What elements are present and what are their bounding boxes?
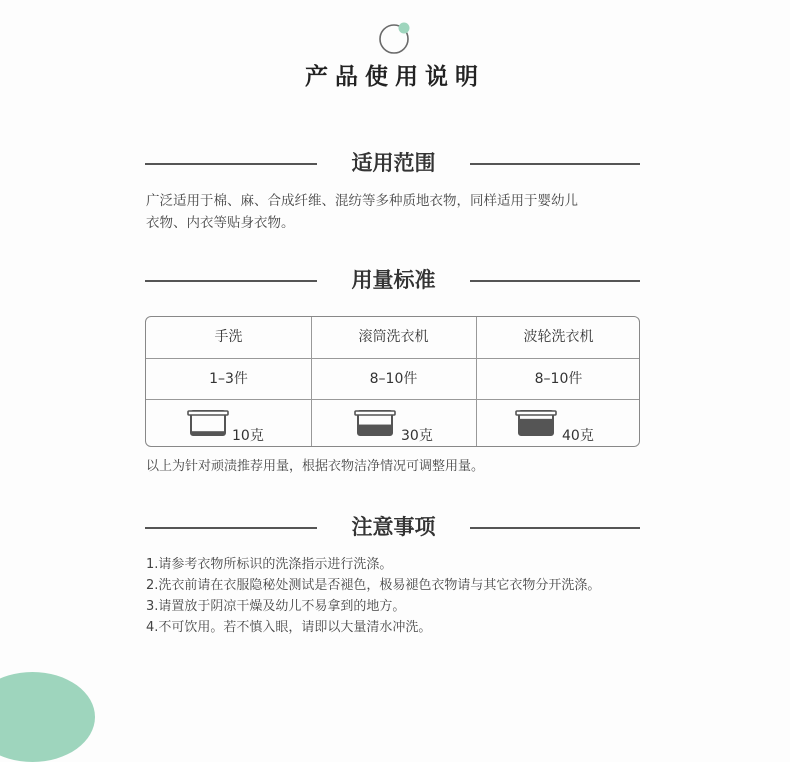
divider — [145, 280, 317, 282]
table-column-hand-wash — [146, 317, 311, 446]
decorative-corner-circle — [0, 672, 95, 762]
scope-text-line-2: 衣物、内衣等贴身衣物。 — [146, 215, 295, 231]
amount-label: 40克 — [562, 428, 594, 444]
divider — [145, 527, 317, 529]
column-header: 波轮洗衣机 — [523, 329, 594, 345]
divider — [470, 280, 640, 282]
measuring-cup-icon — [186, 406, 232, 440]
section-title-notes: 注意事项 — [351, 515, 436, 539]
column-header: 滚筒洗衣机 — [358, 329, 429, 345]
measuring-cup-icon — [353, 406, 399, 440]
table-column-drum-washer — [311, 317, 476, 446]
section-heading-scope — [145, 148, 640, 178]
load-cell: 1–3件 — [209, 371, 248, 387]
divider — [470, 163, 640, 165]
dosage-footnote: 以上为针对顽渍推荐用量，根据衣物洁净情况可调整用量。 — [146, 459, 485, 474]
measuring-cup-icon — [514, 406, 560, 440]
column-header: 手洗 — [214, 329, 243, 345]
amount-label: 30克 — [401, 428, 433, 444]
load-cell: 8–10件 — [369, 371, 418, 387]
page-title: 产品使用说明 — [305, 64, 485, 90]
amount-cell — [311, 400, 476, 446]
list-item: 1.请参考衣物所标识的洗涤指示进行洗涤。 — [146, 557, 393, 572]
section-title-scope: 适用范围 — [351, 151, 436, 175]
scope-text-line-1: 广泛适用于棉、麻、合成纤维、混纺等多种质地衣物，同样适用于婴幼儿 — [146, 193, 578, 209]
list-item: 2.洗衣前请在衣服隐秘处测试是否褪色，极易褪色衣物请与其它衣物分开洗涤。 — [146, 578, 601, 593]
circle-with-green-dot-icon — [378, 20, 414, 56]
divider — [470, 527, 640, 529]
scope-text — [146, 190, 646, 234]
divider — [145, 163, 317, 165]
list-item: 3.请置放于阴凉干燥及幼儿不易拿到的地方。 — [146, 599, 406, 614]
table-column-impeller-washer — [476, 317, 640, 446]
list-item: 4.不可饮用。若不慎入眼，请即以大量清水冲洗。 — [146, 620, 432, 635]
load-cell: 8–10件 — [534, 371, 583, 387]
dosage-table — [145, 316, 640, 447]
section-heading-notes — [145, 512, 640, 542]
amount-cell — [476, 400, 640, 446]
amount-cell — [146, 400, 311, 446]
section-title-dosage: 用量标准 — [351, 268, 436, 292]
section-heading-dosage — [145, 265, 640, 295]
amount-label: 10克 — [232, 428, 264, 444]
notes-list — [146, 554, 666, 638]
